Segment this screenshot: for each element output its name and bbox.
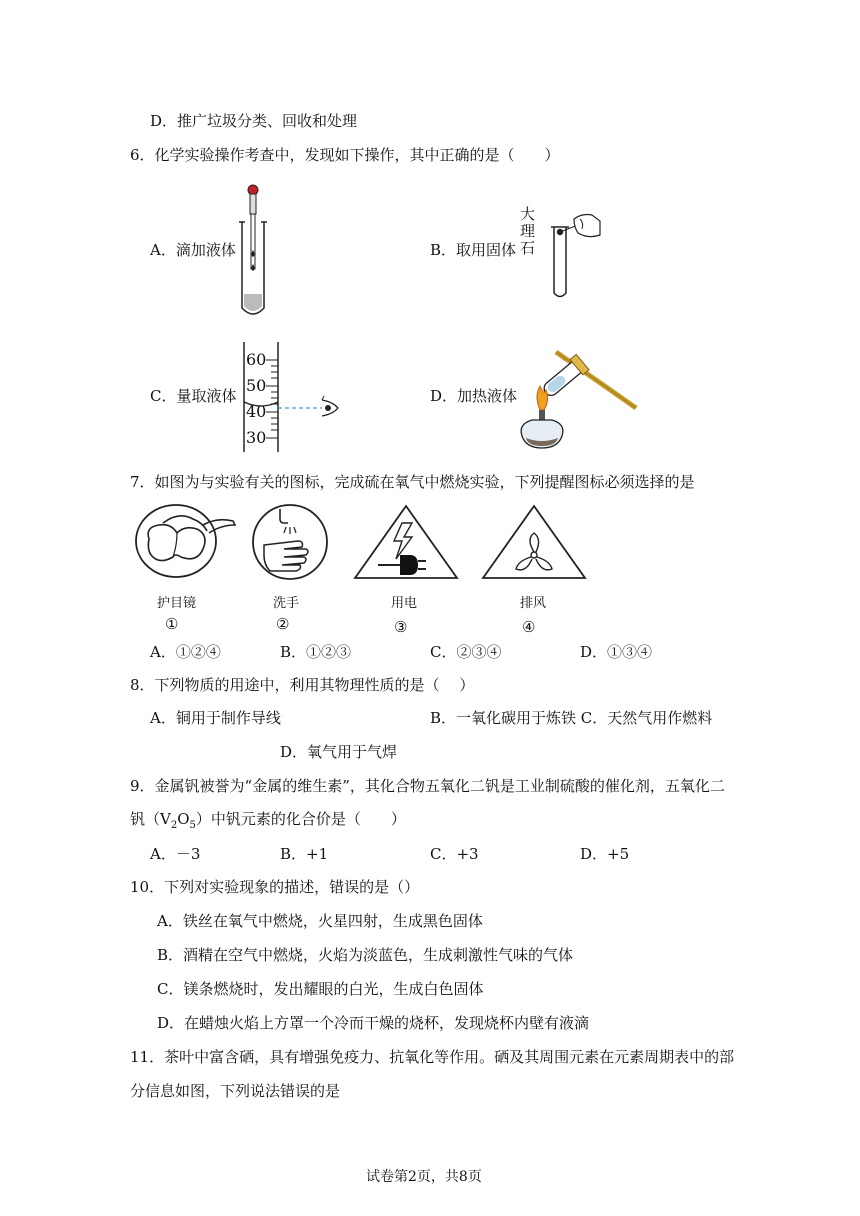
q7-option-d: D．①③④ [580, 643, 653, 661]
tick-50: 50 [246, 376, 267, 395]
q7-option-c: C．②③④ [430, 643, 502, 661]
q11-stem-line2: 分信息如图，下列说法错误的是 [130, 1082, 341, 1100]
tick-60: 60 [246, 350, 267, 369]
ventilation-fan-icon [480, 503, 588, 581]
q9-stem-pre: 钒（V [130, 810, 171, 828]
q9-stem-post: ）中钒元素的化合价是（ ） [195, 810, 406, 828]
q6-stem: 6．化学实验操作考查中，发现如下操作，其中正确的是（ ） [130, 146, 560, 164]
dropper-test-tube-figure [236, 182, 272, 322]
q7-option-a: A．①②④ [150, 643, 221, 661]
q10-option-b: B．酒精在空气中燃烧，火焰为淡蓝色，生成刺激性气味的气体 [157, 946, 574, 964]
q9-option-b: B．+1 [280, 845, 329, 863]
q9-option-d: D．+5 [580, 845, 630, 863]
q8-option-a: A．铜用于制作导线 [150, 709, 281, 727]
icon-num-4: ④ [522, 618, 536, 636]
q10-option-d: D．在蜡烛火焰上方罩一个冷而干燥的烧杯，发现烧杯内壁有液滴 [157, 1014, 590, 1032]
heating-liquid-figure [510, 334, 642, 458]
marble-label [520, 206, 538, 257]
q8-option-d: D．氧气用于气焊 [280, 743, 398, 761]
icon-label-hand-wash: 洗手 [273, 596, 300, 611]
q11-stem-line1: 11．茶叶中富含硒，具有增强免疫力、抗氧化等作用。硒及其周围元素在元素周期表中的部 [130, 1048, 735, 1066]
hand-wash-icon [250, 503, 330, 581]
q10-option-a: A．铁丝在氧气中燃烧，火星四射，生成黑色固体 [157, 912, 483, 930]
q7-option-b: B．①②③ [280, 643, 352, 661]
q9-stem-line2 [130, 809, 406, 836]
icon-label-ventilation: 排风 [520, 596, 547, 611]
icon-num-1: ① [165, 615, 179, 633]
q9-option-a: A．－3 [150, 845, 201, 863]
icon-label-electricity: 用电 [391, 596, 418, 611]
q9-sub-2: 2 [170, 820, 178, 831]
icon-label-goggles: 护目镜 [157, 596, 197, 611]
q6-option-c: C．量取液体 [150, 387, 237, 405]
marble-char-2: 理 [520, 222, 536, 240]
marble-char-3: 石 [520, 239, 536, 257]
icon-num-3: ③ [394, 618, 408, 636]
q6-option-a: A．滴加液体 [150, 241, 236, 259]
q8-option-bc: B．一氧化碳用于炼铁 C．天然气用作燃料 [430, 709, 713, 727]
q6-option-d: D．加热液体 [430, 387, 518, 405]
tick-40: 40 [246, 402, 267, 421]
q6-option-b: B．取用固体 [430, 241, 517, 259]
q9-stem-o: O [177, 810, 190, 828]
icon-num-2: ② [276, 615, 290, 633]
q9-stem-line1: 9．金属钒被誉为“金属的维生素”，其化合物五氧化二钒是工业制硫酸的催化剂，五氧化二 [130, 777, 725, 795]
tick-30: 30 [246, 428, 267, 447]
page-footer: 试卷第2页，共8页 [366, 1169, 482, 1185]
q9-sub-5: 5 [189, 820, 196, 831]
electricity-warning-icon [352, 503, 460, 581]
q10-option-c: C．镁条燃烧时，发出耀眼的白光，生成白色固体 [157, 980, 484, 998]
q9-option-c: C．+3 [430, 845, 479, 863]
q10-stem: 10．下列对实验现象的描述，错误的是（） [130, 878, 420, 896]
q8-stem: 8．下列物质的用途中，利用其物理性质的是（ ） [130, 676, 475, 694]
q5-option-d: D．推广垃圾分类、回收和处理 [150, 112, 358, 130]
tweezers-test-tube-figure [540, 205, 602, 300]
q7-stem: 7．如图为与实验有关的图标，完成硫在氧气中燃烧实验，下列提醒图标必须选择的是 [130, 473, 695, 491]
marble-char-1: 大 [520, 205, 536, 223]
goggles-icon [133, 503, 237, 579]
